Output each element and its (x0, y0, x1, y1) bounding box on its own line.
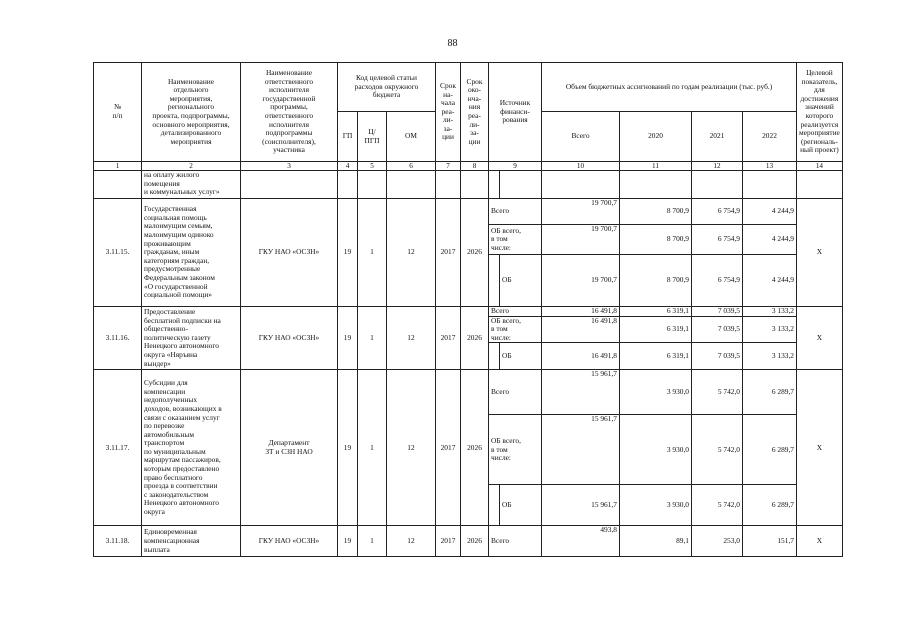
row-executor: ГКУ НАО «ОСЗН» (241, 199, 338, 307)
row-2020: 8 700,9 (620, 225, 692, 255)
col-number: 14 (797, 162, 843, 171)
header-start: Срок на- чала реа- ли- за- ции (436, 63, 461, 162)
row-total: 16 491,8 (542, 316, 620, 343)
header-source: Источник финанси- рования (489, 63, 542, 162)
row-cp: 1 (358, 199, 387, 307)
continuation-row (94, 171, 843, 199)
row-2021: 7 039,5 (692, 343, 743, 370)
header-gp: ГП (338, 112, 358, 162)
row-num: 3.11.18. (94, 526, 142, 557)
row-source: ОБ (500, 343, 542, 370)
row-om: 12 (387, 307, 436, 370)
row-2022: 6 289,7 (743, 485, 797, 526)
row-source: ОБ всего, в том числе: (489, 225, 542, 255)
row-name: Предоставление бесплатной подписки на общественно- политическую газету Ненецкого автономного округа «Няръяна вындер» (142, 307, 241, 370)
row-total: 16 491,8 (542, 343, 620, 370)
row-end: 2026 (461, 307, 489, 370)
header-code: Код целевой статьи расходов окружного бюджета (338, 63, 436, 112)
row-num: 3.11.16. (94, 307, 142, 370)
row-source: ОБ (500, 485, 542, 526)
header-om: ОМ (387, 112, 436, 162)
header-volume: Объем бюджетных ассигнований по годам реализации (тыс. руб.) (542, 63, 797, 112)
row-2021: 7 039,5 (692, 316, 743, 343)
row-2022: 6 289,7 (743, 370, 797, 415)
row-2020: 8 700,9 (620, 199, 692, 225)
col-number: 7 (436, 162, 461, 171)
row-total: 19 700,7 (542, 225, 620, 255)
row-start: 2017 (436, 199, 461, 307)
header-cp: Ц/ ПГП (358, 112, 387, 162)
row-2022: 151,7 (743, 526, 797, 557)
header-num: № п/п (94, 63, 142, 162)
row-2022: 3 133,2 (743, 316, 797, 343)
row-om: 12 (387, 526, 436, 557)
row-2021: 7 039,5 (692, 307, 743, 317)
row-end: 2026 (461, 526, 489, 557)
table-row (94, 199, 843, 225)
row-indicator: Х (797, 526, 843, 557)
row-source: ОБ всего, в том числе: (489, 415, 542, 485)
header-2021: 2021 (692, 112, 743, 162)
row-cp: 1 (358, 307, 387, 370)
row-total: 16 491,8 (542, 307, 620, 317)
col-number: 8 (461, 162, 489, 171)
row-source: Всего (489, 307, 542, 317)
row-2020: 6 319,1 (620, 307, 692, 317)
row-name: Государственная социальная помощь малоимущим семьям, малоимущим одиноко проживающим гражданам, иным категориям граждан, предусмотренные Федеральным законом «О государственной социальной помощи» (142, 199, 241, 307)
row-source: ОБ всего, в том числе: (489, 316, 542, 343)
row-indicator: Х (797, 199, 843, 307)
row-start: 2017 (436, 370, 461, 526)
row-executor: ГКУ НАО «ОСЗН» (241, 307, 338, 370)
row-end: 2026 (461, 199, 489, 307)
table-row (94, 526, 843, 557)
row-2021: 5 742,0 (692, 370, 743, 415)
row-total: 19 700,7 (542, 255, 620, 307)
row-cp: 1 (358, 526, 387, 557)
row-om: 12 (387, 370, 436, 526)
row-num: 3.11.17. (94, 370, 142, 526)
row-2022: 4 244,9 (743, 255, 797, 307)
table-row (94, 370, 843, 415)
row-gp: 19 (338, 199, 358, 307)
row-2021: 253,0 (692, 526, 743, 557)
row-source: Всего (489, 526, 542, 557)
header-2022: 2022 (743, 112, 797, 162)
col-number: 6 (387, 162, 436, 171)
col-number: 12 (692, 162, 743, 171)
row-num: 3.11.15. (94, 199, 142, 307)
col-number: 9 (489, 162, 542, 171)
page-number: 88 (447, 38, 458, 49)
row-2022: 6 289,7 (743, 415, 797, 485)
row-total: 15 961,7 (542, 485, 620, 526)
col-number: 11 (620, 162, 692, 171)
row-source: ОБ (500, 255, 542, 307)
table-row (94, 307, 843, 317)
col-number: 3 (241, 162, 338, 171)
row-2020: 3 930,0 (620, 485, 692, 526)
row-om: 12 (387, 199, 436, 307)
row-indicator: Х (797, 370, 843, 526)
row-start: 2017 (436, 526, 461, 557)
header-end: Срок око- нча- ния реа- ли- за- ции (461, 63, 489, 162)
col-number: 13 (743, 162, 797, 171)
row-2022: 4 244,9 (743, 225, 797, 255)
row-executor: Департамент ЗТ и СЗН НАО (241, 370, 338, 526)
column-number-row (94, 162, 843, 171)
col-number: 4 (338, 162, 358, 171)
row-start: 2017 (436, 307, 461, 370)
row-total: 19 700,7 (542, 199, 620, 225)
budget-table (93, 62, 843, 557)
header-executor: Наименование ответственного исполнителя государственной программы, ответственного исполнителя подпрограммы (соисполнителя), участника (241, 63, 338, 162)
row-2021: 6 754,9 (692, 199, 743, 225)
row-indicator: Х (797, 307, 843, 370)
row-2020: 3 930,0 (620, 370, 692, 415)
row-total: 15 961,7 (542, 370, 620, 415)
row-2020: 8 700,9 (620, 255, 692, 307)
row-2021: 6 754,9 (692, 225, 743, 255)
row-gp: 19 (338, 307, 358, 370)
row-2022: 3 133,2 (743, 307, 797, 317)
row-name: Единовременная компенсационная выплата (142, 526, 241, 557)
continuation-text: на оплату жилого помещения и коммунальных услуг» (142, 171, 241, 199)
row-2020: 6 319,1 (620, 316, 692, 343)
row-2021: 5 742,0 (692, 415, 743, 485)
row-total: 15 961,7 (542, 415, 620, 485)
row-gp: 19 (338, 526, 358, 557)
row-2020: 3 930,0 (620, 415, 692, 485)
row-total: 493,8 (542, 526, 620, 557)
header-total: Всего (542, 112, 620, 162)
row-source: Всего (489, 199, 542, 225)
row-2021: 5 742,0 (692, 485, 743, 526)
col-number: 10 (542, 162, 620, 171)
row-executor: ГКУ НАО «ОСЗН» (241, 526, 338, 557)
row-2021: 6 754,9 (692, 255, 743, 307)
col-number: 2 (142, 162, 241, 171)
row-cp: 1 (358, 370, 387, 526)
row-2020: 6 319,1 (620, 343, 692, 370)
col-number: 1 (94, 162, 142, 171)
row-2020: 89,1 (620, 526, 692, 557)
row-name: Субсидии для компенсации недополученных доходов, возникающих в связи с оказанием услуг по перевозке автомобильным транспортом по муниципальным маршрутам пассажиров, которым предоставлено право бесплатного проезда в соответствии с законодательством Ненецкого автономного округа (142, 370, 241, 526)
row-2022: 4 244,9 (743, 199, 797, 225)
row-end: 2026 (461, 370, 489, 526)
row-2022: 3 133,2 (743, 343, 797, 370)
row-gp: 19 (338, 370, 358, 526)
row-source: Всего (489, 370, 542, 415)
header-name: Наименование отдельного мероприятия, регионального проекта, подпрограммы, основного мероприятия, детализированного мероприятия (142, 63, 241, 162)
header-indicator: Целевой показатель, для достижения значений которого реализуется мероприятие (региональ- ный проект) (797, 63, 843, 162)
header-2020: 2020 (620, 112, 692, 162)
col-number: 5 (358, 162, 387, 171)
